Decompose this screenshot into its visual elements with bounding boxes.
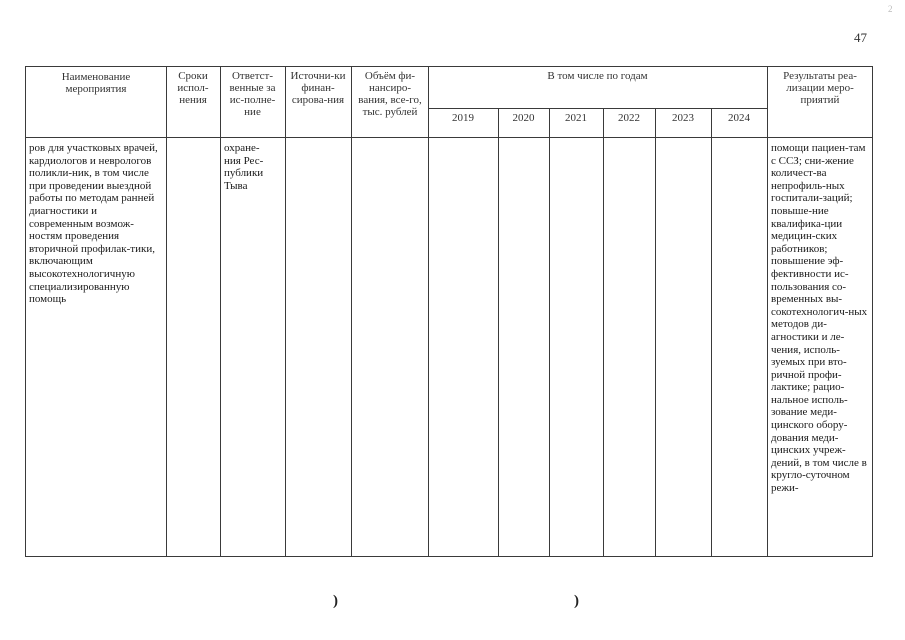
- scan-artifact-mark: ): [574, 593, 579, 609]
- year-divider: [549, 108, 550, 556]
- activities-table: [25, 66, 873, 557]
- year-divider: [711, 108, 712, 556]
- header-bottom-line: [26, 137, 872, 138]
- year-2020: 2020: [512, 112, 535, 124]
- year-2022: 2022: [618, 112, 640, 124]
- year-2019: 2019: [452, 112, 474, 124]
- column-divider: [767, 67, 768, 556]
- years-subheader-line: [428, 108, 767, 109]
- year-divider: [603, 108, 604, 556]
- year-divider: [655, 108, 656, 556]
- column-divider: [351, 67, 352, 556]
- header-responsible: Ответст-венные за ис-полне-ние: [229, 70, 276, 118]
- scan-artifact-mark: ): [333, 593, 338, 609]
- page-number: 47: [854, 30, 867, 45]
- year-2023: 2023: [672, 112, 694, 124]
- row-results: помощи пациен-там с ССЗ; сни-жение количест-ва непрофиль-ных госпитали-заций; повыше-ние квалифика-ции медицин-ских работников; повышение эф-фективности ис-пользования со-временных вы-сокотехнологич-ных методов ди-агностики и ле-чения, исполь-зуемых при вто-ричной профи-лактике; рацио-нальное исполь-зование меди-цинского обору-дования меди-цинских учреж-дений, в том числе в кругло-суточном режи-: [771, 142, 868, 495]
- header-volume: Объём фи-нансиро-вания, все-го, тыс. рублей: [358, 70, 422, 118]
- header-by-years: В том числе по годам: [547, 70, 648, 82]
- header-name: Наименование мероприятия: [61, 71, 131, 95]
- corner-stamp-mark: 2: [888, 4, 893, 14]
- column-divider: [428, 67, 429, 556]
- header-sources: Источни-ки финан-сирова-ния: [290, 70, 346, 106]
- column-divider: [220, 67, 221, 556]
- year-divider: [498, 108, 499, 556]
- row-activity-name: ров для участковых врачей, кардиологов и неврологов поликли-ник, в том числе при проведении выездной работы по методам ранней диагностики и современным возмож-ностям проведения вторичной профилак-тики, включающим высокотехнологичную специализированную помощь: [29, 142, 158, 306]
- row-responsible: охране-ния Рес-публики Тыва: [224, 142, 264, 192]
- column-divider: [285, 67, 286, 556]
- column-divider: [166, 67, 167, 556]
- year-2024: 2024: [728, 112, 750, 124]
- header-results: Результаты реа-лизации меро-приятий: [783, 70, 857, 106]
- year-2021: 2021: [565, 112, 587, 124]
- header-terms: Сроки испол-нения: [177, 70, 209, 106]
